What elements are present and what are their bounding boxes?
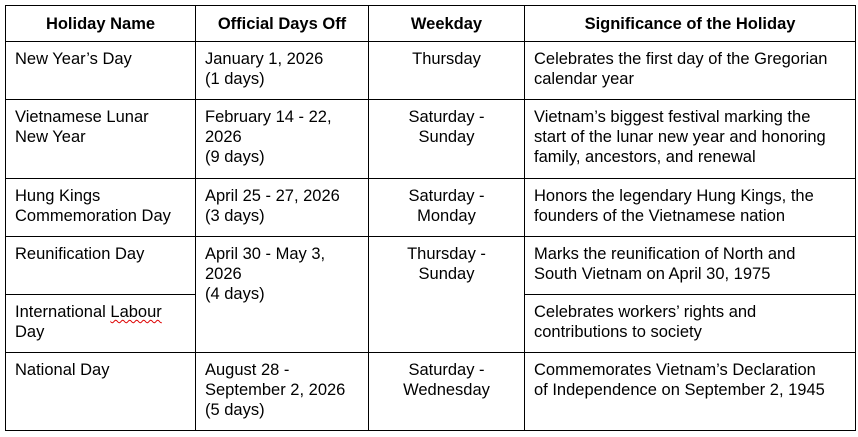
text-line: Celebrates the first day of the Gregorian bbox=[534, 50, 828, 68]
text-line: National Day bbox=[15, 361, 110, 379]
text-line: South Vietnam on April 30, 1975 bbox=[534, 265, 771, 283]
table-row bbox=[6, 237, 856, 295]
weekday bbox=[369, 179, 525, 237]
text-line: Reunification Day bbox=[15, 245, 145, 263]
text-line: (9 days) bbox=[205, 148, 265, 166]
holiday-name bbox=[6, 237, 196, 295]
text-line: Monday bbox=[417, 207, 476, 225]
text-line: February 14 - 22, bbox=[205, 108, 332, 126]
text-line: Sunday bbox=[418, 128, 475, 146]
significance bbox=[525, 353, 856, 431]
text-line: August 28 - bbox=[205, 361, 290, 379]
text-line: Commemoration Day bbox=[15, 207, 171, 225]
header-official-days-off: Official Days Off bbox=[196, 6, 369, 42]
holiday-name bbox=[6, 295, 196, 353]
text-line: New Year bbox=[15, 128, 86, 146]
table-row bbox=[6, 42, 856, 100]
text-line: of Independence on September 2, 1945 bbox=[534, 381, 825, 399]
significance bbox=[525, 100, 856, 179]
days-off bbox=[196, 237, 369, 353]
days-off bbox=[196, 353, 369, 431]
table-row bbox=[6, 100, 856, 179]
table-row bbox=[6, 179, 856, 237]
holiday-name bbox=[6, 353, 196, 431]
header-row bbox=[6, 6, 856, 42]
weekday bbox=[369, 353, 525, 431]
text-line: Sunday bbox=[418, 265, 475, 283]
text-line: January 1, 2026 bbox=[205, 50, 324, 68]
text-line: April 25 - 27, 2026 bbox=[205, 187, 340, 205]
header-significance: Significance of the Holiday bbox=[525, 6, 856, 42]
text-line: contributions to society bbox=[534, 323, 702, 341]
text-line: Day bbox=[15, 323, 45, 341]
significance bbox=[525, 179, 856, 237]
text-line: (3 days) bbox=[205, 207, 265, 225]
text-line: Thursday - bbox=[407, 245, 486, 263]
text-line: Vietnamese Lunar bbox=[15, 108, 149, 126]
holiday-table bbox=[5, 5, 856, 431]
text-line: Honors the legendary Hung Kings, the bbox=[534, 187, 814, 205]
text-line: founders of the Vietnamese nation bbox=[534, 207, 786, 225]
text-line: Hung Kings bbox=[15, 187, 101, 205]
text-line: (4 days) bbox=[205, 285, 265, 303]
text-line: calendar year bbox=[534, 70, 634, 88]
significance bbox=[525, 295, 856, 353]
text-line: start of the lunar new year and honoring bbox=[534, 128, 826, 146]
text-line: (1 days) bbox=[205, 70, 265, 88]
text-line: Commemorates Vietnam’s Declaration bbox=[534, 361, 816, 379]
holiday-name bbox=[6, 42, 196, 100]
text-line: family, ancestors, and renewal bbox=[534, 148, 756, 166]
days-off bbox=[196, 100, 369, 179]
holiday-name bbox=[6, 179, 196, 237]
weekday bbox=[369, 237, 525, 353]
days-off bbox=[196, 42, 369, 100]
text-line: New Year’s Day bbox=[15, 50, 132, 68]
significance bbox=[525, 237, 856, 295]
text-line: Saturday - bbox=[408, 187, 485, 205]
spellcheck-word[interactable]: Labour bbox=[110, 303, 162, 321]
text-line: (5 days) bbox=[205, 401, 265, 419]
days-off bbox=[196, 179, 369, 237]
text-line: 2026 bbox=[205, 128, 242, 146]
header-weekday: Weekday bbox=[369, 6, 525, 42]
text-line: Saturday - bbox=[408, 361, 485, 379]
table-row bbox=[6, 353, 856, 431]
header-holiday-name: Holiday Name bbox=[6, 6, 196, 42]
text-line: April 30 - May 3, bbox=[205, 245, 326, 263]
weekday bbox=[369, 42, 525, 100]
text-line: September 2, 2026 bbox=[205, 381, 346, 399]
text-line: International bbox=[15, 303, 111, 321]
text-line: Celebrates workers’ rights and bbox=[534, 303, 757, 321]
text-line: Wednesday bbox=[403, 381, 490, 399]
text-line: Saturday - bbox=[408, 108, 485, 126]
text-line: Vietnam’s biggest festival marking the bbox=[534, 108, 811, 126]
weekday bbox=[369, 100, 525, 179]
text-line: Thursday bbox=[412, 50, 481, 68]
holiday-name bbox=[6, 100, 196, 179]
text-line: Marks the reunification of North and bbox=[534, 245, 796, 263]
significance bbox=[525, 42, 856, 100]
text-line: 2026 bbox=[205, 265, 242, 283]
